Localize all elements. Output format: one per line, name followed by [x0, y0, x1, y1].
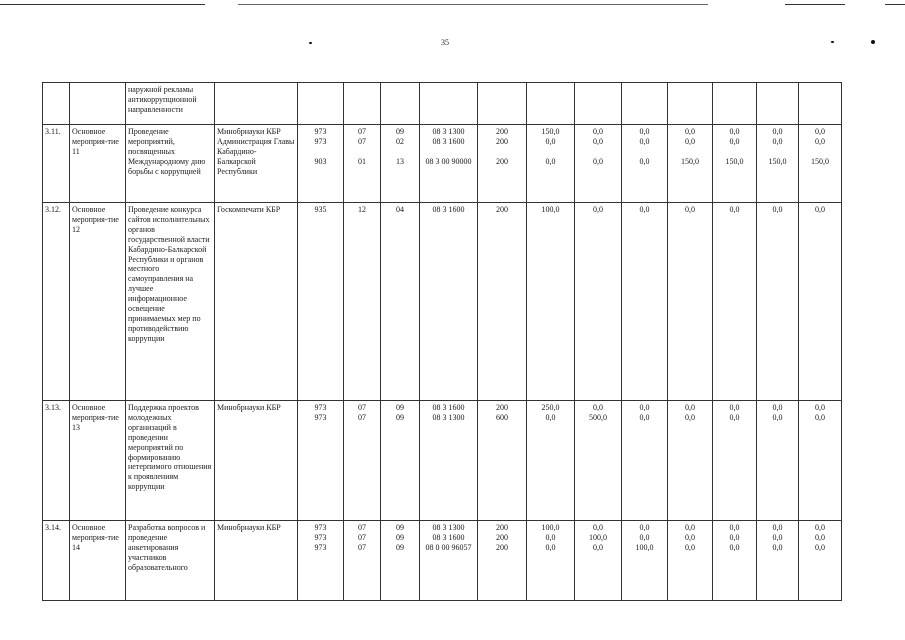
v1-value: 250,0 — [541, 403, 560, 412]
v2-value: 0,0 — [593, 403, 603, 412]
scan-line — [785, 4, 845, 5]
v6-value: 0,0 — [772, 523, 783, 532]
vr-cell — [478, 521, 527, 601]
pr-value: 02 — [396, 136, 404, 146]
v2-value: 0,0 — [593, 127, 603, 136]
event-cell: Основное мероприя-тие 11 — [70, 125, 126, 203]
event-cell — [70, 83, 126, 125]
page-number: 35 — [441, 38, 449, 47]
v7-cell — [799, 203, 842, 401]
pr-value: 09 — [396, 542, 404, 552]
v5-cell — [713, 401, 757, 521]
v1-value: 0,0 — [545, 542, 556, 552]
pr-cell — [381, 125, 420, 203]
v6-value: 0,0 — [772, 412, 783, 422]
csr-value: 08 3 00 90000 — [425, 156, 472, 166]
v4-value: 0,0 — [685, 403, 695, 412]
grbs-cell — [298, 203, 344, 401]
description-cell: Проведение мероприятий, посвященных Международному дню борьбы с коррупцией — [126, 125, 215, 203]
v2-value: 100,0 — [589, 532, 607, 542]
csr-value: 08 3 1600 — [432, 532, 465, 542]
pr-value: 09 — [396, 532, 404, 542]
v4-cell — [668, 401, 713, 521]
v4-cell — [668, 203, 713, 401]
v7-value: 0,0 — [815, 542, 825, 552]
vr-value: 200 — [496, 136, 508, 146]
scan-line — [238, 4, 708, 5]
org-line: Минобрнауки КБР — [217, 127, 281, 136]
org-line: Минобрнауки КБР — [217, 403, 281, 412]
v4-value: 150,0 — [681, 156, 699, 166]
grbs-cell — [298, 125, 344, 203]
org-cell — [215, 125, 298, 203]
num-cell: 3.14. — [43, 521, 70, 601]
v5-value: 0,0 — [729, 412, 740, 422]
pr-value: 04 — [396, 205, 404, 214]
v4-value: 0,0 — [685, 532, 695, 542]
v3-value: 0,0 — [639, 403, 650, 412]
vr-cell — [478, 203, 527, 401]
v7-cell — [799, 125, 842, 203]
num-cell: 3.12. — [43, 203, 70, 401]
org-line: Минобрнауки КБР — [217, 523, 281, 532]
csr-value: 08 3 1300 — [432, 127, 465, 136]
grbs-value: 973 — [314, 523, 327, 532]
rz-value: 01 — [358, 156, 366, 166]
grbs-value: 973 — [314, 127, 327, 136]
description-cell: наружной рекламы антикоррупционной направленности — [126, 83, 215, 125]
v1-cell — [527, 203, 575, 401]
table-row — [43, 125, 842, 203]
scan-line — [0, 4, 205, 5]
rz-cell — [344, 125, 381, 203]
org-cell — [215, 203, 298, 401]
grbs-value: 935 — [314, 205, 327, 214]
v4-cell — [668, 521, 713, 601]
v6-value: 0,0 — [772, 136, 783, 146]
rz-value: 07 — [358, 532, 366, 542]
v4-value: 0,0 — [685, 412, 695, 422]
pr-value: 09 — [396, 523, 404, 532]
vr-value: 200 — [496, 542, 508, 552]
description-cell: Проведение конкурса сайтов исполнительных органов государственной власти Кабардино-Балкарской Республики и органов местного самоуправления на лучшее информационное освещение принимаемых мер по противодействию коррупции — [126, 203, 215, 401]
v5-cell — [713, 521, 757, 601]
vr-cell — [478, 125, 527, 203]
v2-value: 0,0 — [593, 136, 603, 146]
v3-value: 0,0 — [639, 127, 650, 136]
csr-cell — [420, 401, 478, 521]
csr-value: 08 3 1300 — [432, 412, 465, 422]
v6-value: 0,0 — [772, 542, 783, 552]
table-row — [43, 401, 842, 521]
v2-value: 0,0 — [593, 205, 603, 214]
v3-value: 100,0 — [635, 542, 654, 552]
v3-cell — [622, 401, 668, 521]
v7-value: 0,0 — [815, 523, 825, 532]
pr-value: 13 — [396, 156, 404, 166]
v5-cell — [713, 125, 757, 203]
grbs-cell — [298, 401, 344, 521]
v3-cell — [622, 125, 668, 203]
pr-cell — [381, 401, 420, 521]
v2-cell — [575, 401, 622, 521]
rz-value: 07 — [358, 412, 366, 422]
grbs-value: 973 — [314, 412, 327, 422]
grbs-value: 973 — [314, 542, 327, 552]
org-line: Администрация Главы Кабардино-Балкарской Республики — [217, 136, 295, 176]
event-cell: Основное мероприя-тие 13 — [70, 401, 126, 521]
rz-value: 07 — [358, 136, 366, 146]
pr-cell — [381, 521, 420, 601]
rz-cell — [344, 203, 381, 401]
budget-table — [42, 82, 842, 601]
v2-value: 500,0 — [589, 412, 607, 422]
v1-value: 0,0 — [545, 532, 556, 542]
vr-value: 200 — [496, 403, 508, 412]
scan-speck — [871, 40, 875, 44]
v6-value: 0,0 — [772, 403, 783, 412]
v2-cell — [575, 521, 622, 601]
num-cell: 3.13. — [43, 401, 70, 521]
v5-value: 0,0 — [729, 532, 740, 542]
v6-value: 0,0 — [772, 127, 783, 136]
v7-value: 0,0 — [815, 136, 825, 146]
grbs-cell — [298, 521, 344, 601]
v6-cell — [757, 401, 799, 521]
description-cell: Разработка вопросов и проведение анкетирования участников образовательного — [126, 521, 215, 601]
v7-value: 0,0 — [815, 412, 825, 422]
v7-value: 0,0 — [815, 403, 825, 412]
v6-cell — [757, 125, 799, 203]
csr-cell — [420, 203, 478, 401]
v3-value: 0,0 — [639, 205, 650, 214]
pr-cell — [381, 203, 420, 401]
rz-value: 12 — [358, 205, 366, 214]
v4-value: 0,0 — [685, 523, 695, 532]
v2-cell — [575, 203, 622, 401]
description-cell: Поддержка проектов молодежных организаций в проведении мероприятий по формированию нетерпимого отношения к проявлениям коррупции — [126, 401, 215, 521]
v1-value: 100,0 — [541, 205, 560, 214]
pr-value: 09 — [396, 412, 404, 422]
rz-value: 07 — [358, 542, 366, 552]
csr-value: 08 0 00 96057 — [425, 542, 472, 552]
v1-value: 0,0 — [545, 136, 556, 146]
org-cell — [215, 521, 298, 601]
v2-value: 0,0 — [593, 523, 603, 532]
v7-value: 0,0 — [815, 127, 825, 136]
org-line: Госкомпечати КБР — [217, 205, 281, 214]
scan-speck — [831, 41, 834, 43]
csr-value: 08 3 1300 — [432, 523, 465, 532]
rz-value: 07 — [358, 403, 366, 412]
rz-value: 07 — [358, 127, 366, 136]
rz-cell — [344, 401, 381, 521]
csr-value: 08 3 1600 — [432, 403, 465, 412]
v1-value: 0,0 — [545, 412, 556, 422]
v4-value: 0,0 — [685, 136, 695, 146]
v2-value: 0,0 — [593, 542, 603, 552]
vr-value: 200 — [496, 127, 508, 136]
vr-cell — [478, 401, 527, 521]
vr-value: 200 — [496, 156, 508, 166]
v6-cell — [757, 521, 799, 601]
v3-cell — [622, 203, 668, 401]
grbs-value: 903 — [314, 156, 327, 166]
pr-value: 09 — [396, 127, 404, 136]
v7-value: 0,0 — [815, 205, 825, 214]
event-cell: Основное мероприя-тие 14 — [70, 521, 126, 601]
vr-value: 600 — [496, 412, 508, 422]
v2-value: 0,0 — [593, 156, 603, 166]
scan-speck — [309, 42, 312, 44]
v4-value: 0,0 — [685, 127, 695, 136]
v5-value: 0,0 — [729, 542, 740, 552]
grbs-value: 973 — [314, 532, 327, 542]
table-row — [43, 203, 842, 401]
v3-value: 0,0 — [639, 136, 650, 146]
v6-value: 0,0 — [772, 205, 783, 214]
event-cell: Основное мероприя-тие 12 — [70, 203, 126, 401]
v5-value: 0,0 — [729, 523, 740, 532]
v7-cell — [799, 401, 842, 521]
v3-value: 0,0 — [639, 412, 650, 422]
vr-value: 200 — [496, 532, 508, 542]
v1-cell — [527, 401, 575, 521]
grbs-value: 973 — [314, 403, 327, 412]
v1-value: 0,0 — [545, 156, 556, 166]
v5-value: 0,0 — [729, 205, 740, 214]
v3-value: 0,0 — [639, 523, 650, 532]
v6-value: 0,0 — [772, 532, 783, 542]
v4-cell — [668, 125, 713, 203]
grbs-value: 973 — [314, 136, 327, 146]
v6-cell — [757, 203, 799, 401]
v5-value: 0,0 — [729, 403, 740, 412]
vr-value: 200 — [496, 205, 508, 214]
v5-value: 0,0 — [729, 127, 740, 136]
rz-cell — [344, 521, 381, 601]
scan-line — [885, 4, 905, 5]
csr-cell — [420, 125, 478, 203]
v1-cell — [527, 125, 575, 203]
csr-cell — [420, 521, 478, 601]
v7-value: 150,0 — [811, 156, 829, 166]
v5-cell — [713, 203, 757, 401]
v3-value: 0,0 — [639, 532, 650, 542]
csr-value: 08 3 1600 — [432, 205, 465, 214]
v5-value: 0,0 — [729, 136, 740, 146]
org-cell — [215, 401, 298, 521]
pr-value: 09 — [396, 403, 404, 412]
v1-cell — [527, 521, 575, 601]
v5-value: 150,0 — [725, 156, 744, 166]
v6-value: 150,0 — [768, 156, 787, 166]
rz-value: 07 — [358, 523, 366, 532]
num-cell — [43, 83, 70, 125]
v3-value: 0,0 — [639, 156, 650, 166]
csr-value: 08 3 1600 — [432, 136, 465, 146]
vr-value: 200 — [496, 523, 508, 532]
num-cell: 3.11. — [43, 125, 70, 203]
v1-value: 150,0 — [541, 127, 560, 136]
v7-value: 0,0 — [815, 532, 825, 542]
v4-value: 0,0 — [685, 542, 695, 552]
v3-cell — [622, 521, 668, 601]
v7-cell — [799, 521, 842, 601]
table-row — [43, 83, 842, 125]
table-row — [43, 521, 842, 601]
v4-value: 0,0 — [685, 205, 695, 214]
v1-value: 100,0 — [541, 523, 560, 532]
v2-cell — [575, 125, 622, 203]
